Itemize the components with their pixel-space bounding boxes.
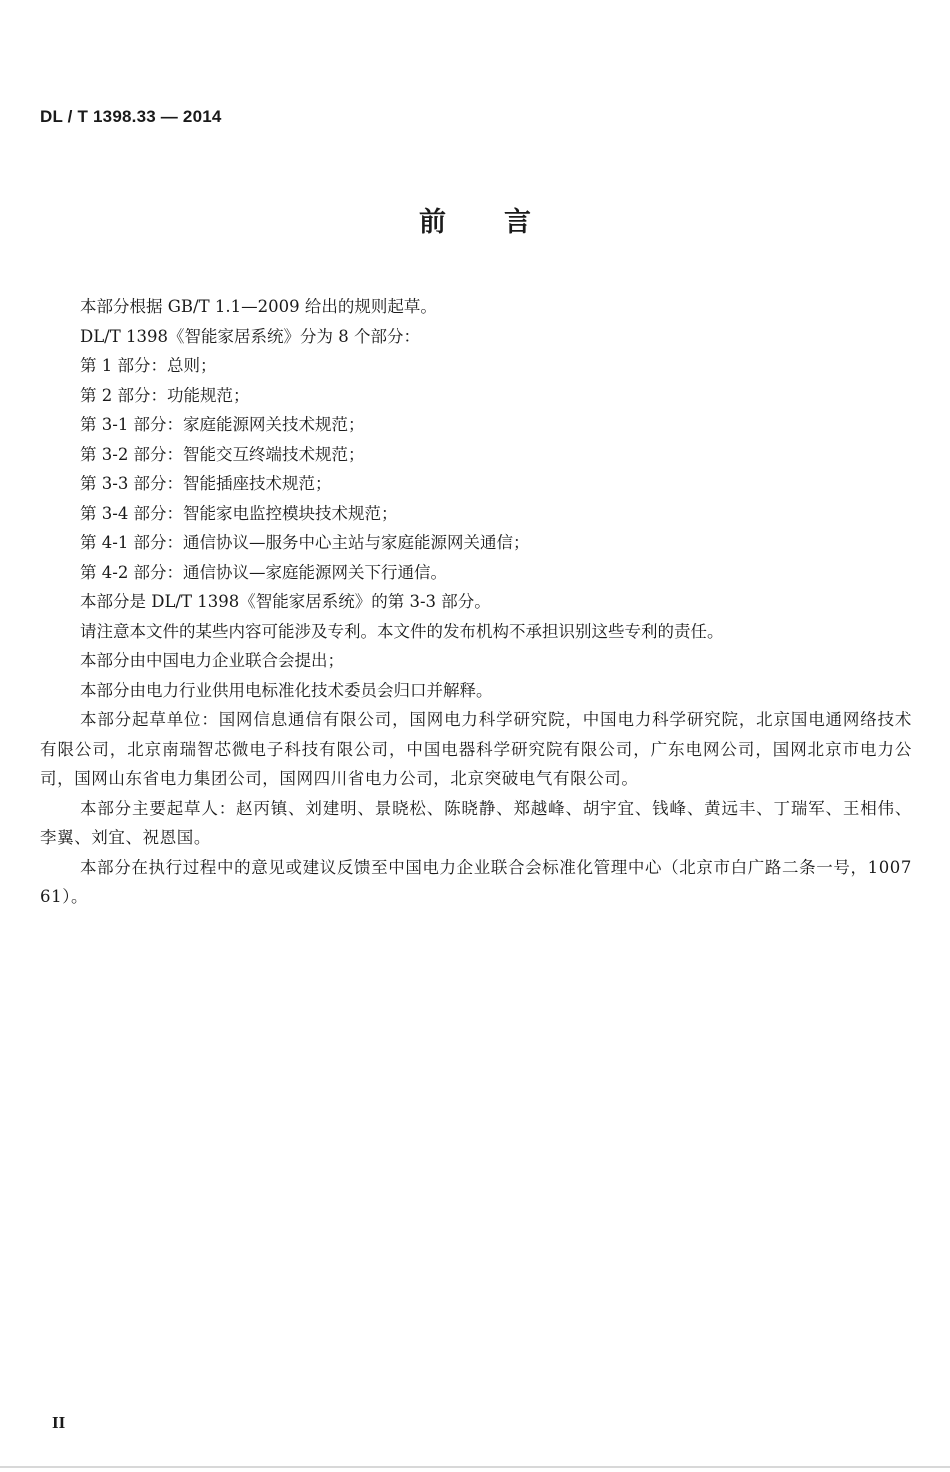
text-line: 第 3-4 部分：智能家电监控模块技术规范； <box>80 503 398 523</box>
text-line: 第 3-3 部分：智能插座技术规范； <box>80 474 332 493</box>
feedback-paragraph: 本部分在执行过程中的意见或建议反馈至中国电力企业联合会标准化管理中心（北京市白广路二条一号，100761）。 <box>40 857 912 906</box>
title-char-2: 言 <box>504 207 531 238</box>
text-line: 第 2 部分：功能规范； <box>80 385 250 405</box>
text-line: 本部分是 DL/T 1398《智能家居系统》的第 3-3 部分。 <box>80 592 491 611</box>
standard-code: DL / T 1398.33 — 2014 <box>40 107 222 126</box>
foreword-body <box>40 292 912 912</box>
text-line: DL/T 1398《智能家居系统》分为 8 个部分： <box>80 326 420 346</box>
title-char-1: 前 <box>419 207 446 238</box>
text-line: 第 3-1 部分：家庭能源网关技术规范； <box>80 415 365 434</box>
text-line: 本部分由中国电力企业联合会提出； <box>80 651 344 670</box>
text-line: 第 3-2 部分：智能交互终端技术规范； <box>80 444 365 464</box>
text-line: 本部分根据 GB/T 1.1—2009 给出的规则起草。 <box>80 297 437 316</box>
main-drafters-paragraph: 本部分主要起草人：赵丙镇、刘建明、景晓松、陈晓静、郑越峰、胡宇宜、钱峰、黄远丰、丁瑞军、王相伟、李翼、刘宜、祝恩国。 <box>40 798 912 847</box>
text-line: 本部分由电力行业供用电标准化技术委员会归口并解释。 <box>80 680 493 700</box>
text-line: 第 4-1 部分：通信协议—服务中心主站与家庭能源网关通信； <box>80 533 530 552</box>
text-line: 第 1 部分：总则； <box>80 356 217 375</box>
text-line: 请注意本文件的某些内容可能涉及专利。本文件的发布机构不承担识别这些专利的责任。 <box>80 621 724 641</box>
text-line: 第 4-2 部分：通信协议—家庭能源网关下行通信。 <box>80 562 448 582</box>
page-title <box>0 200 950 239</box>
drafting-units-paragraph: 本部分起草单位：国网信息通信有限公司，国网电力科学研究院，中国电力科学研究院，北京国电通网络技术有限公司，北京南瑞智芯微电子科技有限公司，中国电器科学研究院有限公司，广东电网公司，国网北京市电力公司，国网山东省电力集团公司，国网四川省电力公司，北京突破电气有限公司。 <box>40 710 912 788</box>
page-number: II <box>52 1413 66 1432</box>
page-bottom-edge <box>0 1466 950 1468</box>
